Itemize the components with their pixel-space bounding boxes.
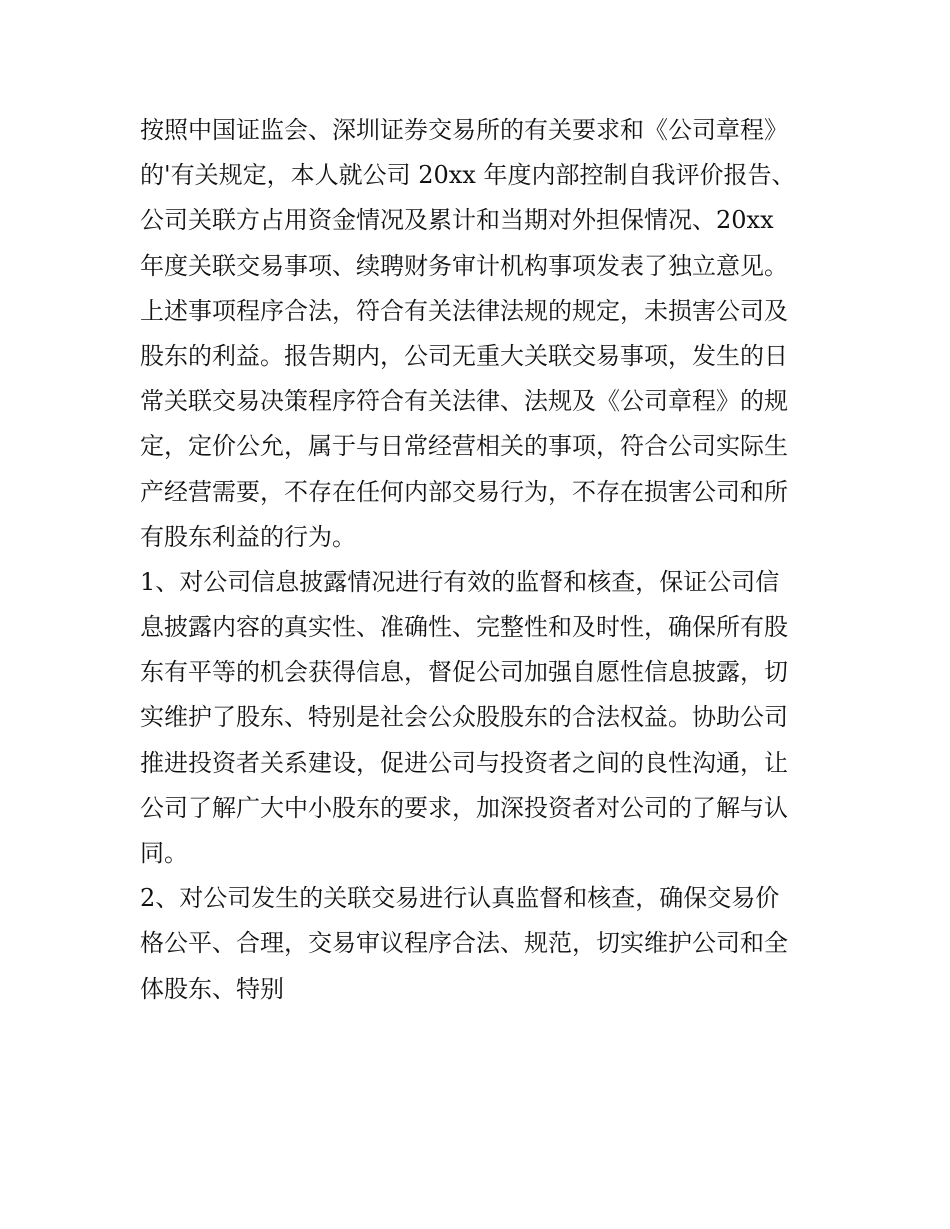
text-line: 定，定价公允，属于与日常经营相关的事项，符合公司实际生 (140, 432, 788, 461)
text-line: 有股东利益的行为。 (140, 522, 356, 551)
text-line: 产经营需要，不存在任何内部交易行为，不存在损害公司和所 (140, 477, 788, 506)
text-line: 常关联交易决策程序符合有关法律、法规及《公司章程》的规 (140, 387, 788, 416)
text-line: 推进投资者关系建设，促进公司与投资者之间的良性沟通，让 (140, 748, 788, 777)
text-line: 2、对公司发生的关联交易进行认真监督和核查，确保交易价 (140, 884, 780, 913)
text-line: 按照中国证监会、深圳证券交易所的有关要求和《公司章程》 (140, 116, 788, 144)
text-line: 股东的利益。报告期内，公司无重大关联交易事项，发生的日 (140, 341, 788, 370)
text-line: 上述事项程序合法，符合有关法律法规的规定，未损害公司及 (140, 296, 788, 325)
text-line: 格公平、合理，交易审议程序合法、规范，切实维护公司和全 (140, 929, 788, 958)
text-line: 公司了解广大中小股东的要求，加深投资者对公司的了解与认 (140, 793, 788, 822)
text-line: 1、对公司信息披露情况进行有效的监督和核查，保证公司信 (140, 567, 780, 596)
text-line: 息披露内容的真实性、准确性、完整性和及时性，确保所有股 (140, 613, 788, 642)
document-body (140, 108, 815, 1012)
text-line: 同。 (140, 839, 188, 867)
text-line: 体股东、特别 (140, 974, 284, 1003)
text-line: 年度关联交易事项、续聘财务审计机构事项发表了独立意见。 (140, 251, 788, 280)
text-line: 实维护了股东、特别是社会公众股股东的合法权益。协助公司 (140, 703, 788, 732)
text-line: 公司关联方占用资金情况及累计和当期对外担保情况、20xx (140, 206, 774, 235)
text-line: 东有平等的机会获得信息，督促公司加强自愿性信息披露，切 (140, 658, 788, 687)
text-line: 的'有关规定，本人就公司 20xx 年度内部控制自我评价报告、 (140, 161, 796, 190)
